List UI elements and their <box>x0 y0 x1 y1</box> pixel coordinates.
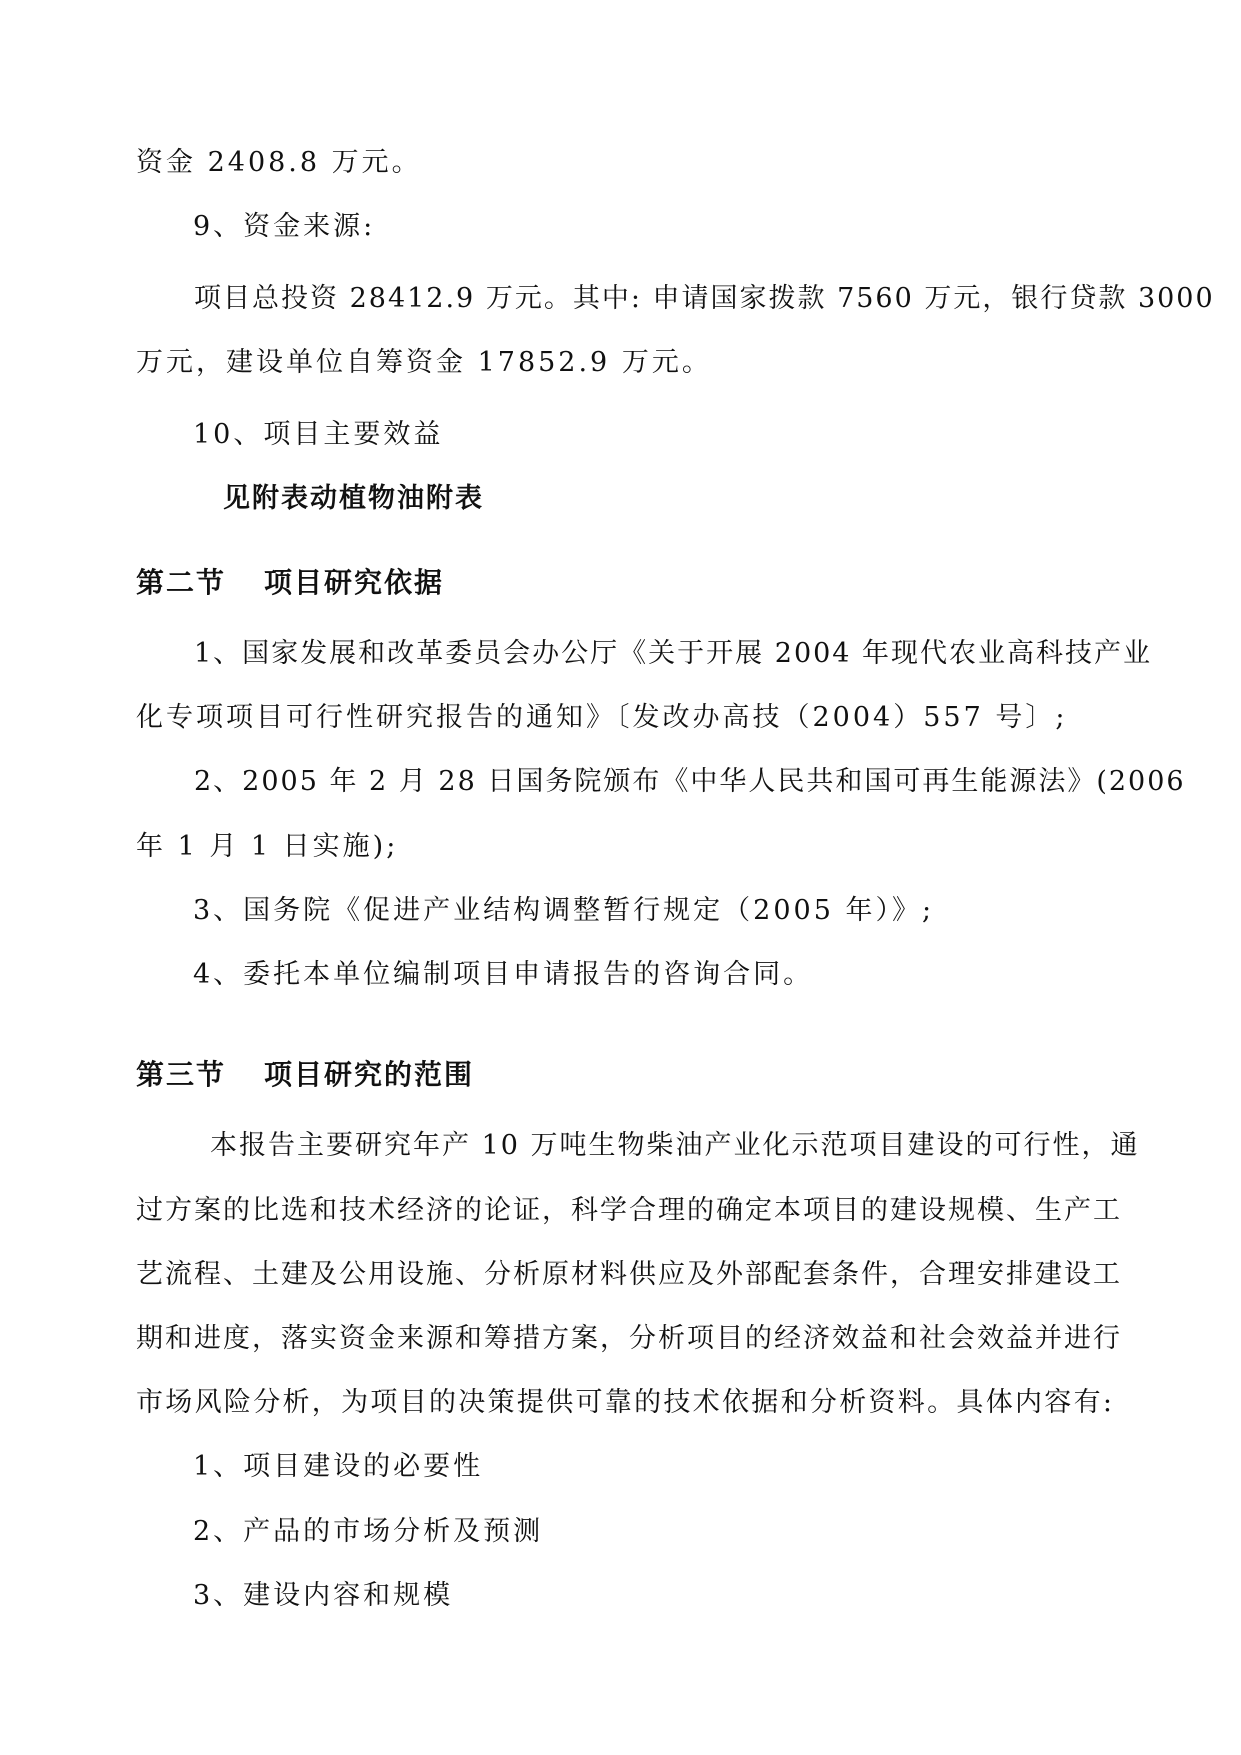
list-item: 2、产品的市场分析及预测 <box>193 1516 544 1547</box>
list-item-continuation: 化专项项目可行性研究报告的通知》〔发改办高技（2004）557 号〕; <box>136 702 1068 733</box>
appendix-note: 见附表动植物油附表 <box>223 483 484 514</box>
section-heading <box>136 1057 474 1093</box>
text-line: 10、项目主要效益 <box>193 419 444 450</box>
section-heading <box>136 565 444 601</box>
text-line: 项目总投资 28412.9 万元。其中: 申请国家拨款 7560 万元，银行贷款 3000 <box>194 283 1215 314</box>
list-item: 3、建设内容和规模 <box>193 1580 454 1611</box>
section-title: 项目研究依据 <box>264 566 445 599</box>
list-item-continuation: 年 1 月 1 日实施); <box>136 831 399 862</box>
text-line: 资金 2408.8 万元。 <box>136 147 422 178</box>
section-number: 第三节 <box>136 1058 227 1091</box>
paragraph-line: 本报告主要研究年产 10 万吨生物柴油产业化示范项目建设的可行性，通 <box>210 1130 1140 1161</box>
section-title: 项目研究的范围 <box>264 1058 475 1091</box>
paragraph-line: 市场风险分析，为项目的决策提供可靠的技术依据和分析资料。具体内容有: <box>136 1387 1114 1418</box>
list-item: 3、国务院《促进产业结构调整暂行规定（2005 年）》; <box>193 895 935 926</box>
paragraph-line: 期和进度，落实资金来源和筹措方案，分析项目的经济效益和社会效益并进行 <box>136 1323 1122 1354</box>
section-number: 第二节 <box>136 566 227 599</box>
text-line: 9、资金来源: <box>193 211 376 242</box>
list-item: 1、国家发展和改革委员会办公厅《关于开展 2004 年现代农业高科技产业 <box>194 638 1153 669</box>
paragraph-line: 艺流程、土建及公用设施、分析原材料供应及外部配套条件，合理安排建设工 <box>136 1259 1122 1290</box>
list-item: 4、委托本单位编制项目申请报告的咨询合同。 <box>193 959 814 990</box>
paragraph-line: 过方案的比选和技术经济的论证，科学合理的确定本项目的建设规模、生产工 <box>136 1195 1122 1226</box>
list-item: 1、项目建设的必要性 <box>193 1451 484 1482</box>
list-item: 2、2005 年 2 月 28 日国务院颁布《中华人民共和国可再生能源法》(2006 <box>194 766 1186 797</box>
text-line: 万元，建设单位自筹资金 17852.9 万元。 <box>136 347 712 378</box>
